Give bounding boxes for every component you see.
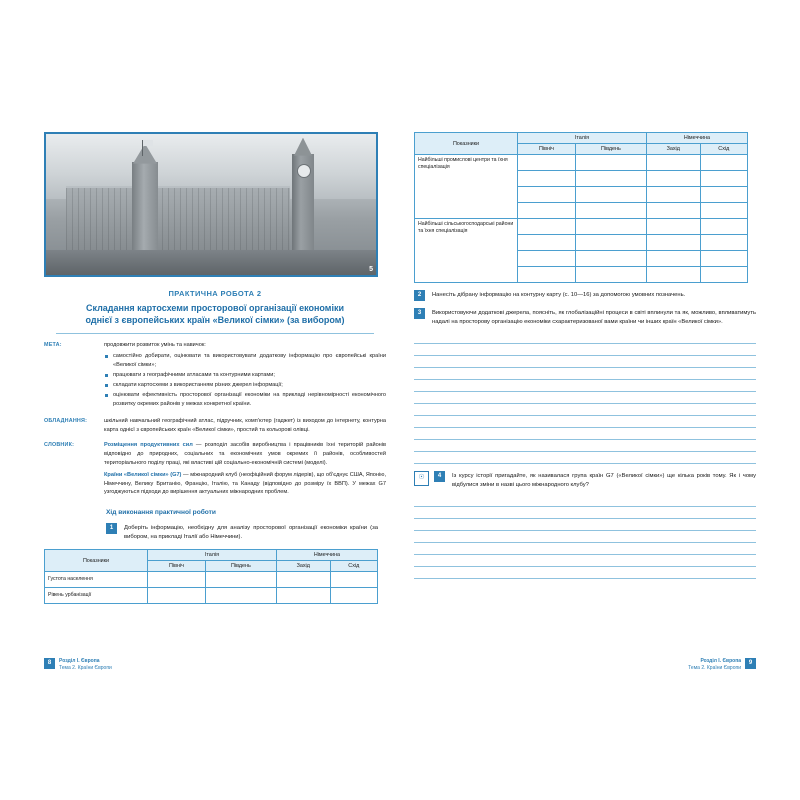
writing-line[interactable]: [414, 344, 756, 356]
task-3: [414, 308, 756, 327]
table-cell[interactable]: [148, 588, 206, 604]
glossary-block: [44, 441, 386, 499]
table-cell[interactable]: [700, 171, 747, 187]
table-cell[interactable]: [646, 187, 700, 203]
writing-line[interactable]: [414, 440, 756, 452]
task-2: [414, 290, 756, 301]
footer-topic: Тема 2. Країни Європи: [59, 665, 112, 671]
meta-list: [104, 352, 386, 408]
book-spread: [30, 120, 770, 680]
table-cell[interactable]: [205, 572, 276, 588]
practical-work-label: ПРАКТИЧНА РОБОТА 2: [168, 289, 262, 298]
photo-river: [46, 250, 376, 275]
table-cell[interactable]: [646, 219, 700, 235]
photo-facade-detail: [66, 188, 290, 250]
meta-list-item: складати картосхеми з використанням різних джерел інформації;: [113, 381, 386, 390]
task-number: 3: [414, 308, 425, 319]
photo-big-ben: [292, 154, 314, 250]
meta-intro: продовжити розвиток умінь та навичок:: [104, 342, 206, 349]
task-number: 4: [434, 471, 445, 482]
table-cell[interactable]: [575, 171, 646, 187]
table-cell[interactable]: [646, 155, 700, 171]
table-cell[interactable]: [575, 235, 646, 251]
table-row: [45, 588, 378, 604]
task-text: Нанесіть дібрану інформацію на контурну карту (с. 10—16) за допомогою умовних позначень.: [432, 292, 686, 298]
col-sub-west: Захід: [276, 561, 330, 572]
table-cell[interactable]: [700, 219, 747, 235]
writing-line[interactable]: [414, 543, 756, 555]
task-text: Із курсу історії пригадайте, як називалася група країн G7 («Великої сімки») ще кілька років тому. Як і чому відбулися зміни в назві цього міжнародного клубу?: [452, 472, 756, 488]
page-number-left: 8: [44, 658, 55, 669]
col-sub-north: Північ: [518, 144, 576, 155]
table-cell[interactable]: [700, 187, 747, 203]
table-cell[interactable]: [700, 267, 747, 283]
meta-body: [104, 341, 386, 410]
table-cell[interactable]: [330, 588, 377, 604]
table-cell[interactable]: [700, 155, 747, 171]
writing-line[interactable]: [414, 416, 756, 428]
glossary-definition: — міжнародний клуб (неофіційний форум лідерів), що об'єднує США, Японію, Німеччину, Велику Британію, Францію, Італію, та Канаду (відповідно до розміру їх ВВП). У межах G7 узгоджуються підходи до вирішення актуальних міжнародних проблем.: [104, 472, 386, 496]
task-4: [414, 471, 756, 490]
table-indicators-left: [44, 549, 378, 604]
table-cell[interactable]: [518, 219, 576, 235]
footer-section: Розділ І. Європа: [59, 658, 100, 664]
answer-lines-task4[interactable]: [414, 495, 756, 579]
writing-line[interactable]: [414, 380, 756, 392]
meta-list-item: працювати з географічними атласами та контурними картами;: [113, 371, 386, 380]
writing-line[interactable]: [414, 392, 756, 404]
table-cell[interactable]: [646, 171, 700, 187]
footer-topic: Тема 2. Країни Європи: [688, 665, 741, 671]
table-cell[interactable]: [518, 267, 576, 283]
row-header: Густота населення: [45, 572, 148, 588]
table-cell[interactable]: [518, 187, 576, 203]
left-page: [30, 120, 400, 680]
table-cell[interactable]: [276, 572, 330, 588]
work-section-title: Хід виконання практичної роботи: [106, 509, 216, 517]
writing-line[interactable]: [414, 531, 756, 543]
equipment-block: [44, 417, 386, 434]
globe-icon: ☉: [414, 471, 429, 486]
col-sub-west: Захід: [646, 144, 700, 155]
row-header: Найбільші промислові центри та їхня спеціалізація: [415, 155, 518, 219]
col-sub-south: Південь: [205, 561, 276, 572]
photo-westminster: [44, 132, 378, 277]
writing-line[interactable]: [414, 519, 756, 531]
writing-line[interactable]: [414, 428, 756, 440]
col-sub-south: Південь: [575, 144, 646, 155]
row-header: Рівень урбанізації: [45, 588, 148, 604]
photo-victoria-tower: [132, 162, 158, 250]
equipment-body: шкільний навчальний географічний атлас, підручник, комп'ютер (гаджет) із виходом до інтернету, контурна карта однієї з європейських країн «Великої сімки», простий та кольорові олівці.: [104, 417, 386, 433]
page-number-right: 9: [745, 658, 756, 669]
meta-list-item: самостійно добирати, оцінювати та використовувати додаткову інформацію про європейські країни «Великої сімки»;: [113, 352, 386, 368]
task-text: Доберіть інформацію, необхідну для аналізу просторової організації економіки країни (за вибором, на прикладі Італії або Німеччини).: [124, 525, 378, 541]
task-number: 2: [414, 290, 425, 301]
task-1: [106, 523, 378, 542]
meta-block: [44, 341, 386, 410]
writing-line[interactable]: [414, 567, 756, 579]
table-cell[interactable]: [575, 203, 646, 219]
table-cell[interactable]: [518, 155, 576, 171]
page-title: [44, 302, 386, 326]
table-row: [415, 133, 748, 144]
page-title-line2: однієї з європейських країн «Великої сімки» (за вибором): [85, 315, 345, 326]
table-cell[interactable]: [700, 251, 747, 267]
col-group-germany: Німеччина: [646, 133, 747, 144]
col-group-germany: Німеччина: [276, 550, 377, 561]
table-cell[interactable]: [330, 572, 377, 588]
writing-line[interactable]: [414, 507, 756, 519]
glossary-term: Розміщення продуктивних сил: [104, 442, 193, 449]
task-text: Використовуючи додаткові джерела, поясніть, як глобалізаційні процеси в світі вплинули та як, можливо, впливатимуть надалі на просторову організацію економіки схарактеризованої вами країни чи інших країн «Великої сімки».: [432, 310, 756, 325]
photo-image: [46, 134, 376, 275]
col-group-italy: Італія: [148, 550, 277, 561]
table-cell[interactable]: [646, 267, 700, 283]
footer-text-left: [59, 658, 112, 672]
table-cell[interactable]: [646, 203, 700, 219]
table-cell[interactable]: [518, 203, 576, 219]
table-row: [45, 572, 378, 588]
table-cell[interactable]: [518, 235, 576, 251]
table-cell[interactable]: [575, 267, 646, 283]
photo-flag: [142, 140, 143, 156]
col-sub-east: Схід: [700, 144, 747, 155]
footer-text-right: [688, 658, 741, 672]
page-title-line1: Складання картосхеми просторової організації економіки: [85, 303, 345, 313]
answer-lines-task3[interactable]: [414, 332, 756, 464]
writing-line[interactable]: [414, 356, 756, 368]
col-sub-east: Схід: [330, 561, 377, 572]
clock-face-icon: [297, 164, 311, 178]
table-row: [415, 219, 748, 235]
glossary-label: СЛОВНИК:: [44, 442, 75, 449]
table-cell[interactable]: [646, 235, 700, 251]
writing-line[interactable]: [414, 368, 756, 380]
glossary-definition: — розподіл засобів виробництва і працівників їхні територій районів відповідно до природних, соціальних та економічних умов окремих її районів, особливостей територіального поділу праці, які властиві цій соціально-економічній системі (моделі).: [104, 442, 386, 466]
meta-label: МЕТА:: [44, 342, 62, 349]
writing-line[interactable]: [414, 404, 756, 416]
table-cell[interactable]: [518, 251, 576, 267]
footer-section: Розділ І. Європа: [700, 658, 741, 664]
col-header-indicator: Показники: [415, 133, 518, 155]
table-cell[interactable]: [205, 588, 276, 604]
table-cell[interactable]: [700, 203, 747, 219]
table-cell[interactable]: [148, 572, 206, 588]
writing-line[interactable]: [414, 495, 756, 507]
writing-line[interactable]: [414, 452, 756, 464]
table-cell[interactable]: [518, 171, 576, 187]
meta-list-item: оцінювати ефективність просторової організації економіки на прикладі нерівномірності економічного розвитку окремих районів у межах конкретної країни.: [113, 392, 386, 407]
footer-right: [688, 658, 756, 672]
col-sub-north: Північ: [148, 561, 206, 572]
glossary-entry: [104, 471, 386, 497]
table-indicators-right: [414, 132, 748, 283]
col-header-indicator: Показники: [45, 550, 148, 572]
table-row: [45, 550, 378, 561]
table-cell[interactable]: [575, 219, 646, 235]
title-divider: [56, 333, 374, 334]
table-cell[interactable]: [276, 588, 330, 604]
row-header: Найбільші сільськогосподарські райони та їхня спеціалізація: [415, 219, 518, 283]
photo-caption-number: 5: [369, 266, 373, 273]
table-cell[interactable]: [575, 155, 646, 171]
equipment-label: ОБЛАДНАННЯ:: [44, 417, 88, 424]
col-group-italy: Італія: [518, 133, 647, 144]
task-number: 1: [106, 523, 117, 534]
table-row: [415, 155, 748, 171]
writing-line[interactable]: [414, 555, 756, 567]
glossary-term: Країни «Великої сімки» (G7): [104, 472, 182, 479]
glossary-entry: [104, 441, 386, 467]
table-cell[interactable]: [700, 235, 747, 251]
table-cell[interactable]: [575, 187, 646, 203]
table-cell[interactable]: [575, 251, 646, 267]
glossary-body: [104, 441, 386, 499]
table-cell[interactable]: [646, 251, 700, 267]
right-page: [400, 120, 770, 680]
writing-line[interactable]: [414, 332, 756, 344]
footer-left: [44, 658, 112, 672]
